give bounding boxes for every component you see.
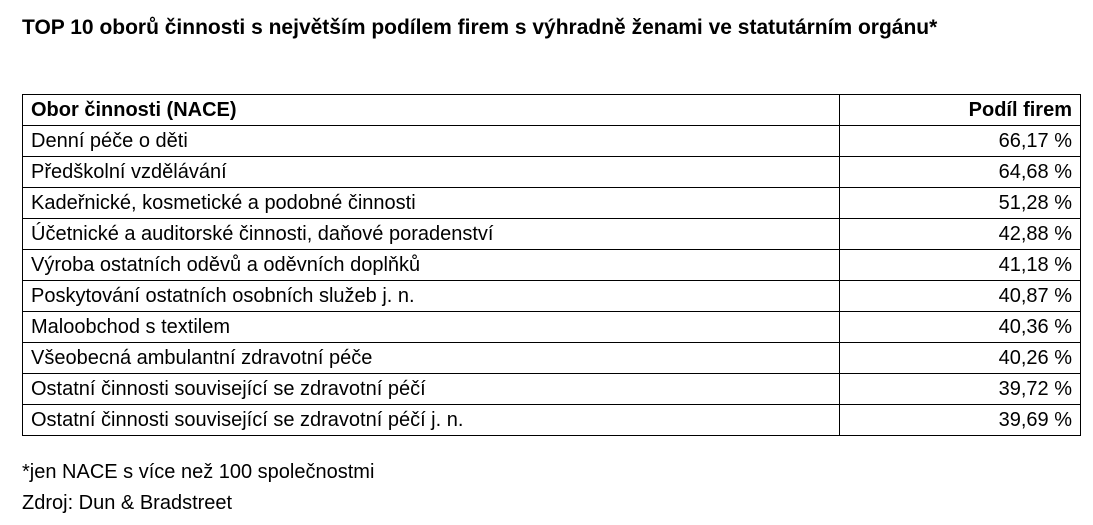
cell-category: Kadeřnické, kosmetické a podobné činnosti [23, 188, 840, 219]
table-row [23, 219, 1081, 250]
table-row [23, 312, 1081, 343]
cell-share: 64,68 % [840, 157, 1081, 188]
cell-share: 41,18 % [840, 250, 1081, 281]
cell-share: 40,87 % [840, 281, 1081, 312]
table-row [23, 188, 1081, 219]
table-row [23, 374, 1081, 405]
table-row [23, 343, 1081, 374]
cell-category: Ostatní činnosti související se zdravotní péčí j. n. [23, 405, 840, 436]
cell-share: 42,88 % [840, 219, 1081, 250]
table-row [23, 126, 1081, 157]
page-title: TOP 10 oborů činnosti s největším podílem firem s výhradně ženami ve statutárním orgánu* [22, 16, 938, 39]
column-header-share: Podíl firem [840, 95, 1081, 126]
cell-category: Maloobchod s textilem [23, 312, 840, 343]
table-row [23, 405, 1081, 436]
cell-category: Denní péče o děti [23, 126, 840, 157]
table-row [23, 281, 1081, 312]
footnote: *jen NACE s více než 100 společnostmi [22, 461, 375, 483]
cell-category: Poskytování ostatních osobních služeb j. n. [23, 281, 840, 312]
table-row [23, 250, 1081, 281]
cell-share: 51,28 % [840, 188, 1081, 219]
cell-share: 40,26 % [840, 343, 1081, 374]
table-row [23, 157, 1081, 188]
cell-share: 39,69 % [840, 405, 1081, 436]
cell-share: 40,36 % [840, 312, 1081, 343]
cell-share: 66,17 % [840, 126, 1081, 157]
cell-category: Předškolní vzdělávání [23, 157, 840, 188]
cell-category: Všeobecná ambulantní zdravotní péče [23, 343, 840, 374]
cell-share: 39,72 % [840, 374, 1081, 405]
cell-category: Ostatní činnosti související se zdravotní péčí [23, 374, 840, 405]
source-note: Zdroj: Dun & Bradstreet [22, 492, 233, 514]
cell-category: Výroba ostatních oděvů a oděvních doplňků [23, 250, 840, 281]
data-table [22, 94, 1081, 436]
cell-category: Účetnické a auditorské činnosti, daňové poradenství [23, 219, 840, 250]
table-header-row [23, 95, 1081, 126]
column-header-category: Obor činnosti (NACE) [23, 95, 840, 126]
